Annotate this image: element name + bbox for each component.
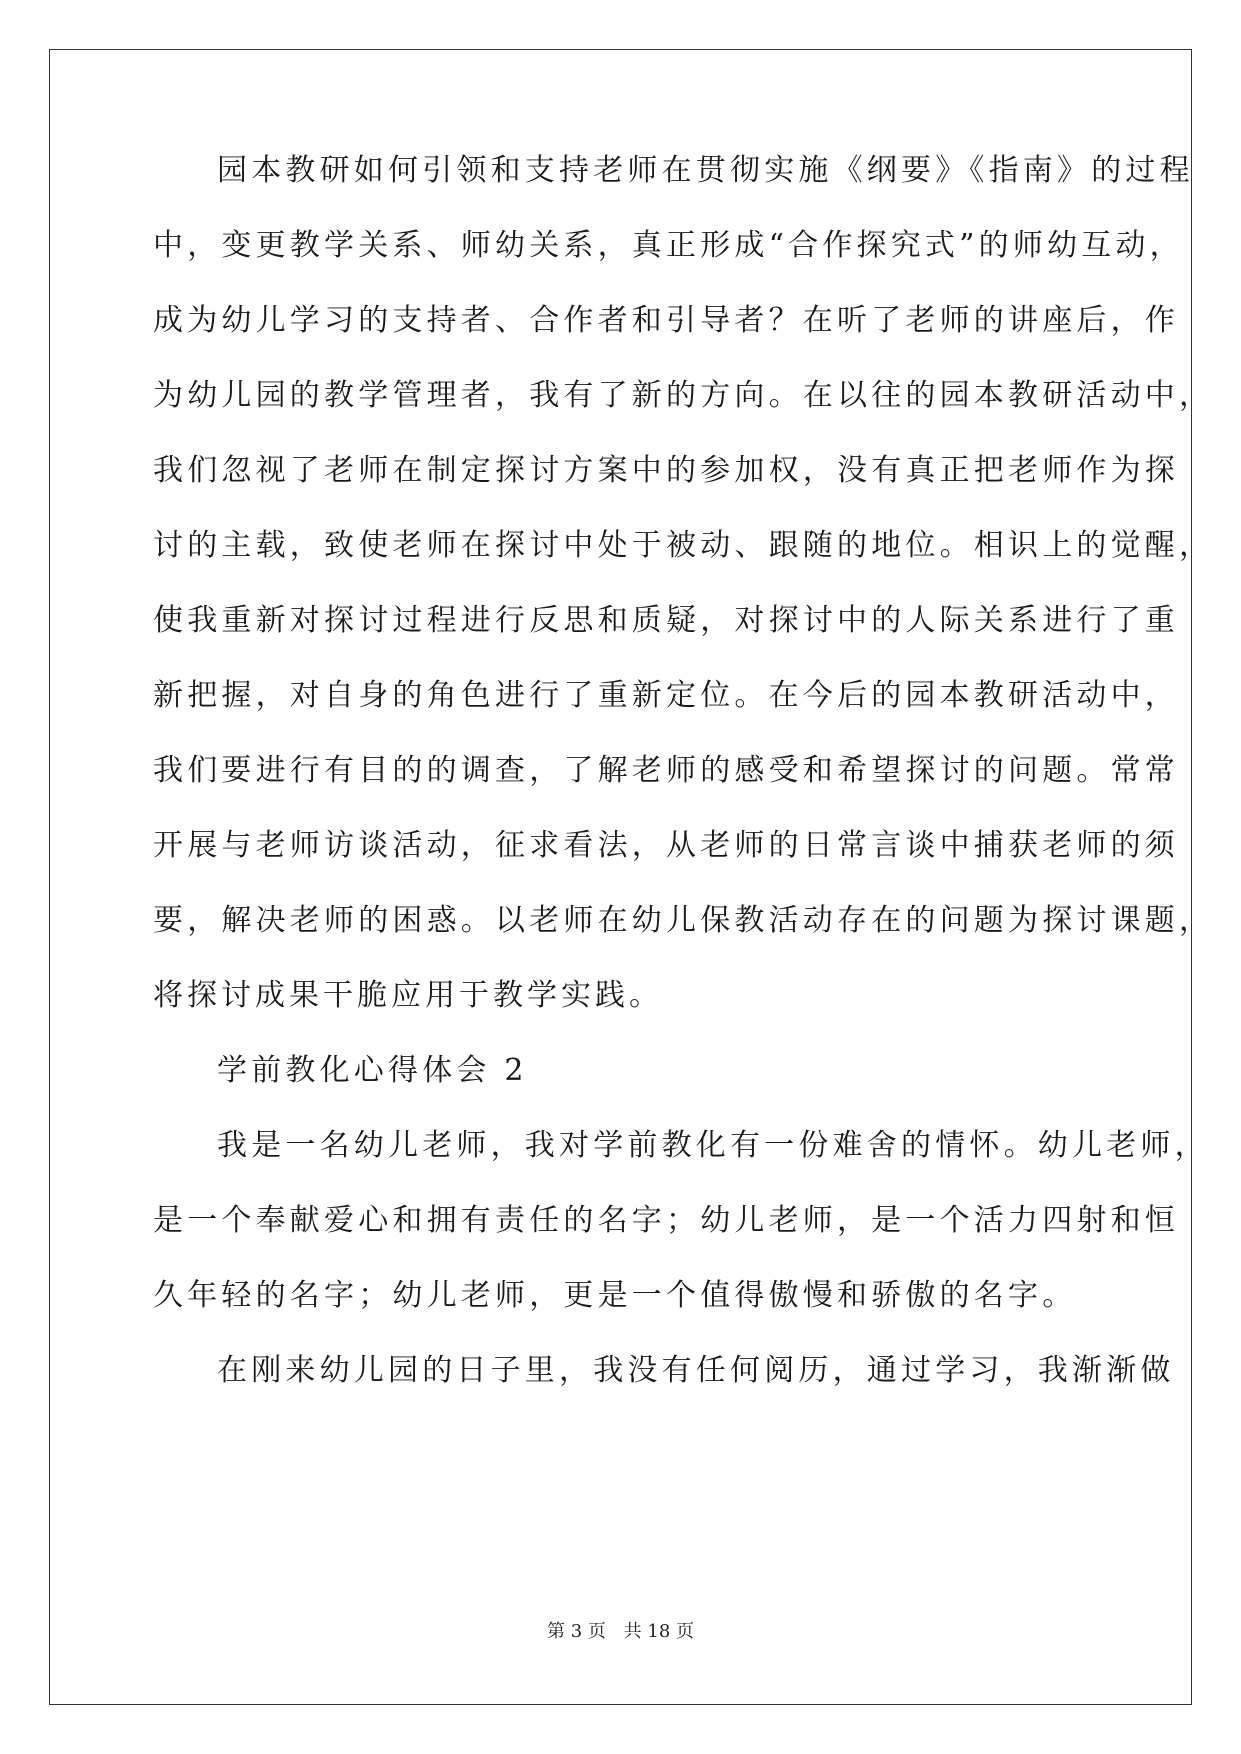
- text-line: 为幼儿园的教学管理者，我有了新的方向。在以往的园本教研活动中，: [153, 378, 1214, 413]
- text-line: 开展与老师访谈活动，征求看法，从老师的日常言谈中捕获老师的须: [153, 828, 1179, 863]
- text-line: 久年轻的名字；幼儿老师，更是一个值得傲慢和骄傲的名字。: [153, 1278, 1077, 1313]
- text-line: 使我重新对探讨过程进行反思和质疑，对探讨中的人际关系进行了重: [153, 603, 1179, 638]
- text-line: 成为幼儿学习的支持者、合作者和引导者？在听了老师的讲座后，作: [153, 303, 1179, 338]
- text-line: 新把握，对自身的角色进行了重新定位。在今后的园本教研活动中，: [153, 678, 1179, 713]
- text-line: 我们忽视了老师在制定探讨方案中的参加权，没有真正把老师作为探: [153, 453, 1179, 488]
- text-line: 我是一名幼儿老师，我对学前教化有一份难舍的情怀。幼儿老师，: [217, 1128, 1209, 1163]
- text-line: 讨的主载，致使老师在探讨中处于被动、跟随的地位。相识上的觉醒，: [153, 528, 1214, 563]
- text-line: 是一个奉献爱心和拥有责任的名字；幼儿老师，是一个活力四射和恒: [153, 1203, 1179, 1238]
- text-line: 在刚来幼儿园的日子里，我没有任何阅历，通过学习，我渐渐做: [217, 1353, 1175, 1388]
- text-line: 要，解决老师的困惑。以老师在幼儿保教活动存在的问题为探讨课题，: [153, 903, 1214, 938]
- text-line: 中，变更教学关系、师幼关系，真正形成“合作探究式”的师幼互动，: [153, 228, 1184, 263]
- text-line: 园本教研如何引领和支持老师在贯彻实施《纲要》《指南》的过程: [217, 153, 1194, 188]
- page-border: [49, 49, 1214, 1705]
- page-number: 第 3 页: [547, 1621, 606, 1642]
- page-footer: [0, 1620, 1241, 1644]
- page-total: 共 18 页: [623, 1621, 694, 1642]
- text-line: 我们要进行有目的的调查，了解老师的感受和希望探讨的问题。常常: [153, 753, 1179, 788]
- section-heading: 学前教化心得体会 2: [217, 1053, 528, 1088]
- text-line: 将探讨成果干脆应用于教学实践。: [153, 978, 663, 1013]
